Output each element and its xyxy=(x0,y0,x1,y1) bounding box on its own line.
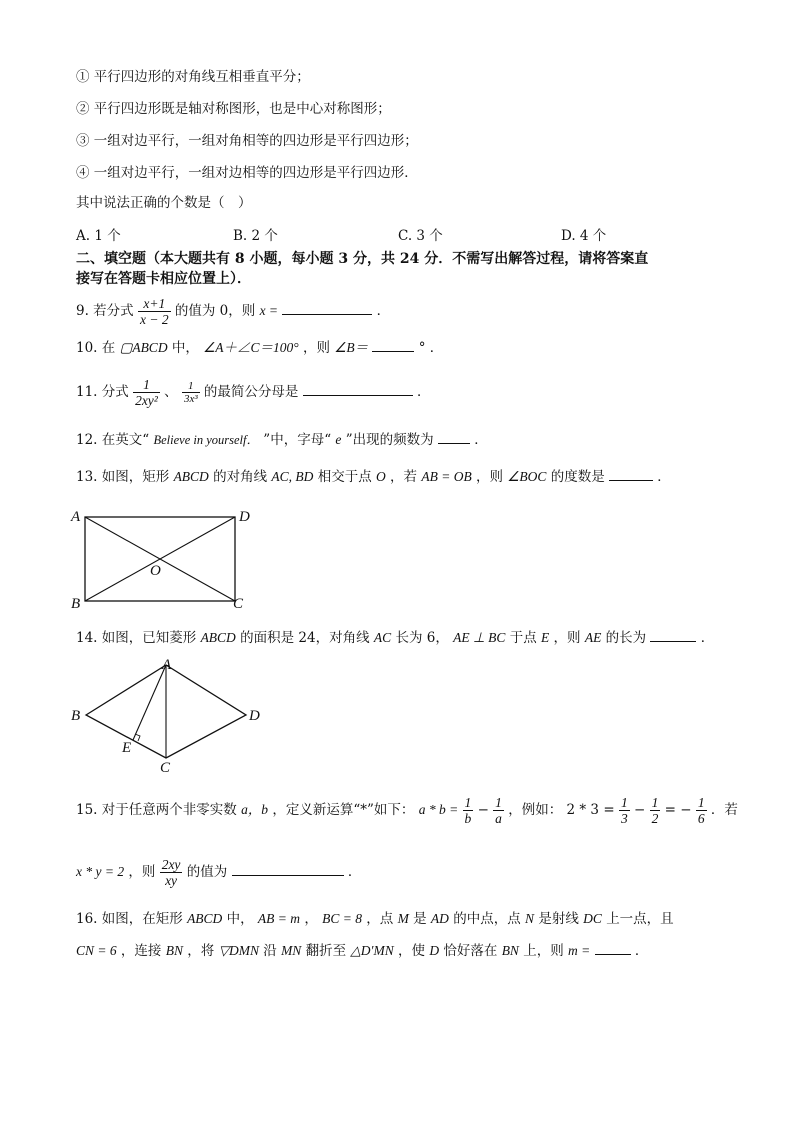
q13-answer-blank[interactable] xyxy=(609,468,653,481)
q14-t3: 于点 xyxy=(509,630,537,646)
q11-answer-blank[interactable] xyxy=(303,383,413,396)
q10-ask: ∠B＝ xyxy=(334,340,369,355)
q16-bn2: BN xyxy=(501,943,519,958)
question-14 xyxy=(76,629,714,647)
q15-ex-frac-1 xyxy=(619,795,630,826)
q15-e3-den: 6 xyxy=(697,811,705,826)
q15-example: 2 * 3 = xyxy=(566,802,615,818)
q16-mn: MN xyxy=(281,943,302,958)
label-a: A xyxy=(71,509,81,525)
q14-point: E xyxy=(541,630,550,645)
q15-eq: = − xyxy=(664,802,692,818)
q15-e1-den: 3 xyxy=(620,811,628,826)
q15-t2: ，例如： xyxy=(508,802,563,818)
q10-prefix: 10. 在 xyxy=(76,340,116,356)
q14-condition: AE ⊥ BC xyxy=(453,630,506,645)
section-title-line1: 二、填空题（本大题共有 8 小题，每小题 3 分，共 24 分．不需写出解答过程，请将答案直 xyxy=(76,251,649,267)
q16-t5: 的中点，点 xyxy=(453,911,521,927)
label-c: C xyxy=(160,760,171,776)
q12-phrase: Believe in yourself． xyxy=(153,433,259,447)
statement-2: ② 平行四边形既是轴对称图形，也是中心对称图形； xyxy=(76,101,391,117)
q11-end: 的最简公分母是 xyxy=(203,384,299,400)
q16-t1: 中， xyxy=(226,911,254,927)
q12-end: ”出现的频数为 xyxy=(345,432,434,448)
q16-t9: ，将 xyxy=(187,943,215,959)
label-b: B xyxy=(71,596,81,612)
q16-c3: CN = 6 xyxy=(76,943,117,958)
q15-answer-blank[interactable] xyxy=(232,863,344,876)
q11-f2-numerator: 1 xyxy=(182,380,200,393)
q16-t12: ，使 xyxy=(398,943,426,959)
q15-goal-num: 2xy xyxy=(161,857,181,872)
q16-t6: 是射线 xyxy=(538,911,579,927)
q9-end: ． xyxy=(376,303,391,319)
q14-t5: 的长为 xyxy=(605,630,647,646)
q16-t13: 恰好落在 xyxy=(443,943,498,959)
q15-goal-fraction xyxy=(160,857,183,888)
question-15-line1 xyxy=(76,790,738,830)
q10-answer-blank[interactable] xyxy=(372,339,414,352)
q14-shape: ABCD xyxy=(200,630,236,645)
q13-t4: ，则 xyxy=(476,469,503,485)
option-c: C. 3 个 xyxy=(398,228,443,244)
question-16-line1 xyxy=(76,910,674,928)
q16-t3: ，点 xyxy=(366,911,394,927)
q11-f1-numerator: 1 xyxy=(133,377,160,393)
q16-n: N xyxy=(525,911,535,926)
q16-t4: 是 xyxy=(413,911,427,927)
q14-diagonal: AC xyxy=(373,630,392,645)
question-15-line2 xyxy=(76,852,361,892)
q16-t11: 翻折至 xyxy=(305,943,347,959)
question-16-line2 xyxy=(76,942,648,960)
label-b: B xyxy=(71,708,81,724)
q16-t7: 上一点，且 xyxy=(606,911,674,927)
q15-e2-num: 1 xyxy=(651,795,659,810)
q9-var: x = xyxy=(259,303,279,318)
q13-condition: AB = OB xyxy=(421,469,472,484)
q15-t1: ，定义新运算“*”如下： xyxy=(272,802,415,818)
label-e: E xyxy=(122,740,132,756)
q14-t2: 长为 6， xyxy=(395,630,449,646)
q13-t3: ，若 xyxy=(390,469,418,485)
q16-d: D xyxy=(429,943,440,958)
label-o: O xyxy=(150,563,161,579)
q13-ask: ∠BOC xyxy=(507,469,547,484)
q12-letter: e xyxy=(335,432,342,447)
statement-4: ④ 一组对边平行，一组对边相等的四边形是平行四边形． xyxy=(76,165,418,181)
q13-t1: 的对角线 xyxy=(213,469,268,485)
q11-f1-denominator: 2xy² xyxy=(135,393,158,408)
q16-bn: BN xyxy=(165,943,183,958)
q9-numerator: x+1 xyxy=(138,296,171,312)
q12-answer-blank[interactable] xyxy=(438,431,470,444)
q12-mid: ”中，字母“ xyxy=(263,432,332,448)
figure-13-rectangle xyxy=(66,505,256,613)
q16-ask: m = xyxy=(568,943,591,958)
option-b: B. 2 个 xyxy=(233,228,278,244)
q14-answer-blank[interactable] xyxy=(650,629,696,642)
q10-condition: ∠A＋∠C＝100° xyxy=(203,340,299,355)
statement-1: ① 平行四边形的对角线互相垂直平分； xyxy=(76,69,310,85)
q16-t10: 沿 xyxy=(263,943,277,959)
figure-14-rhombus xyxy=(66,655,276,777)
question-prompt: 其中说法正确的个数是（ ） xyxy=(76,195,252,211)
q14-prefix: 14. 如图，已知菱形 xyxy=(76,630,197,646)
question-12 xyxy=(76,431,488,449)
q16-answer-blank[interactable] xyxy=(595,942,631,955)
q13-point: O xyxy=(376,469,386,484)
q10-end: ° ． xyxy=(418,340,444,356)
q15-f2-num: 1 xyxy=(495,795,502,810)
q13-diagonals: AC, BD xyxy=(271,469,314,484)
q15-t4: ，则 xyxy=(128,864,156,880)
q12-end2: ． xyxy=(474,432,488,448)
q15-def-frac-1 xyxy=(463,795,474,826)
q15-e2-den: 2 xyxy=(651,811,659,826)
q9-answer-blank[interactable] xyxy=(282,302,372,315)
q15-prefix: 15. 对于任意两个非零实数 xyxy=(76,802,237,818)
q10-mid2: ，则 xyxy=(302,340,330,356)
q15-f1-num: 1 xyxy=(464,795,472,810)
label-c: C xyxy=(233,596,244,612)
q14-t4: ，则 xyxy=(553,630,581,646)
q16-prefix: 16. 如图，在矩形 xyxy=(76,911,183,927)
q9-mid: 的值为 0，则 xyxy=(174,303,256,319)
q15-def-frac-2 xyxy=(493,795,504,826)
q16-dc: DC xyxy=(583,911,602,926)
q14-ask: AE xyxy=(584,630,602,645)
q15-goal-den: xy xyxy=(165,873,178,888)
q9-fraction xyxy=(138,296,171,327)
q16-triangle: ▽DMN xyxy=(218,943,259,958)
q16-ad: AD xyxy=(430,911,449,926)
q15-def: a * b = xyxy=(418,802,459,817)
q15-e1-num: 1 xyxy=(620,795,628,810)
q13-t2: 相交于点 xyxy=(317,469,372,485)
q15-e3-num: 1 xyxy=(697,795,705,810)
q11-prefix: 11. 分式 xyxy=(76,384,129,400)
q11-fraction-2 xyxy=(182,380,200,405)
q13-t5: 的度数是 xyxy=(550,469,605,485)
q16-triangle2: △D′MN xyxy=(350,943,394,958)
q10-mid: 中， xyxy=(171,340,199,356)
q9-prefix: 9. 若分式 xyxy=(76,303,134,319)
q14-t1: 的面积是 24，对角线 xyxy=(240,630,370,646)
q11-f2-denominator: 3x³ xyxy=(183,393,198,405)
q16-t14: 上，则 xyxy=(523,943,564,959)
option-a: A. 1 个 xyxy=(76,228,121,244)
q16-t2: ， xyxy=(304,911,318,927)
q10-shape: ▢ABCD xyxy=(119,340,168,355)
q16-c2: BC = 8 xyxy=(322,911,362,926)
question-9 xyxy=(76,296,390,327)
q11-end2: ． xyxy=(417,384,431,400)
q15-f1-den: b xyxy=(464,811,472,826)
question-11 xyxy=(76,374,431,410)
q13-shape: ABCD xyxy=(173,469,209,484)
question-13 xyxy=(76,468,671,486)
q13-end: ． xyxy=(657,469,671,485)
q15-minus: − xyxy=(477,802,489,818)
q15-t3: ．若 xyxy=(710,802,738,818)
q11-separator: 、 xyxy=(164,384,178,400)
q16-shape: ABCD xyxy=(187,911,223,926)
q15-end: ． xyxy=(347,864,362,880)
q14-end: ． xyxy=(700,630,715,646)
q15-condition: x * y = 2 xyxy=(76,864,125,879)
q15-vars: a，b xyxy=(241,802,269,817)
q15-f2-den: a xyxy=(495,811,502,826)
q13-prefix: 13. 如图，矩形 xyxy=(76,469,170,485)
label-d: D xyxy=(249,708,260,724)
q15-t5: 的值为 xyxy=(186,864,228,880)
label-d: D xyxy=(239,509,250,525)
section-title-line2: 接写在答题卡相应位置上）． xyxy=(76,271,251,287)
question-10 xyxy=(76,339,443,357)
q9-denominator: x − 2 xyxy=(139,312,169,327)
q11-fraction-1 xyxy=(133,377,160,408)
q16-m: M xyxy=(397,911,409,926)
q16-t8: ，连接 xyxy=(120,943,162,959)
q15-ex-minus: − xyxy=(633,802,646,818)
q15-ex-frac-2 xyxy=(650,795,661,826)
label-a: A xyxy=(162,657,172,673)
q12-prefix: 12. 在英文“ xyxy=(76,432,150,448)
q15-ex-frac-3 xyxy=(696,795,707,826)
option-d: D. 4 个 xyxy=(561,228,607,244)
q16-c1: AB = m xyxy=(257,911,301,926)
altitude-ae xyxy=(133,665,166,740)
q16-end: ． xyxy=(634,943,649,959)
statement-3: ③ 一组对边平行，一组对角相等的四边形是平行四边形； xyxy=(76,133,418,149)
